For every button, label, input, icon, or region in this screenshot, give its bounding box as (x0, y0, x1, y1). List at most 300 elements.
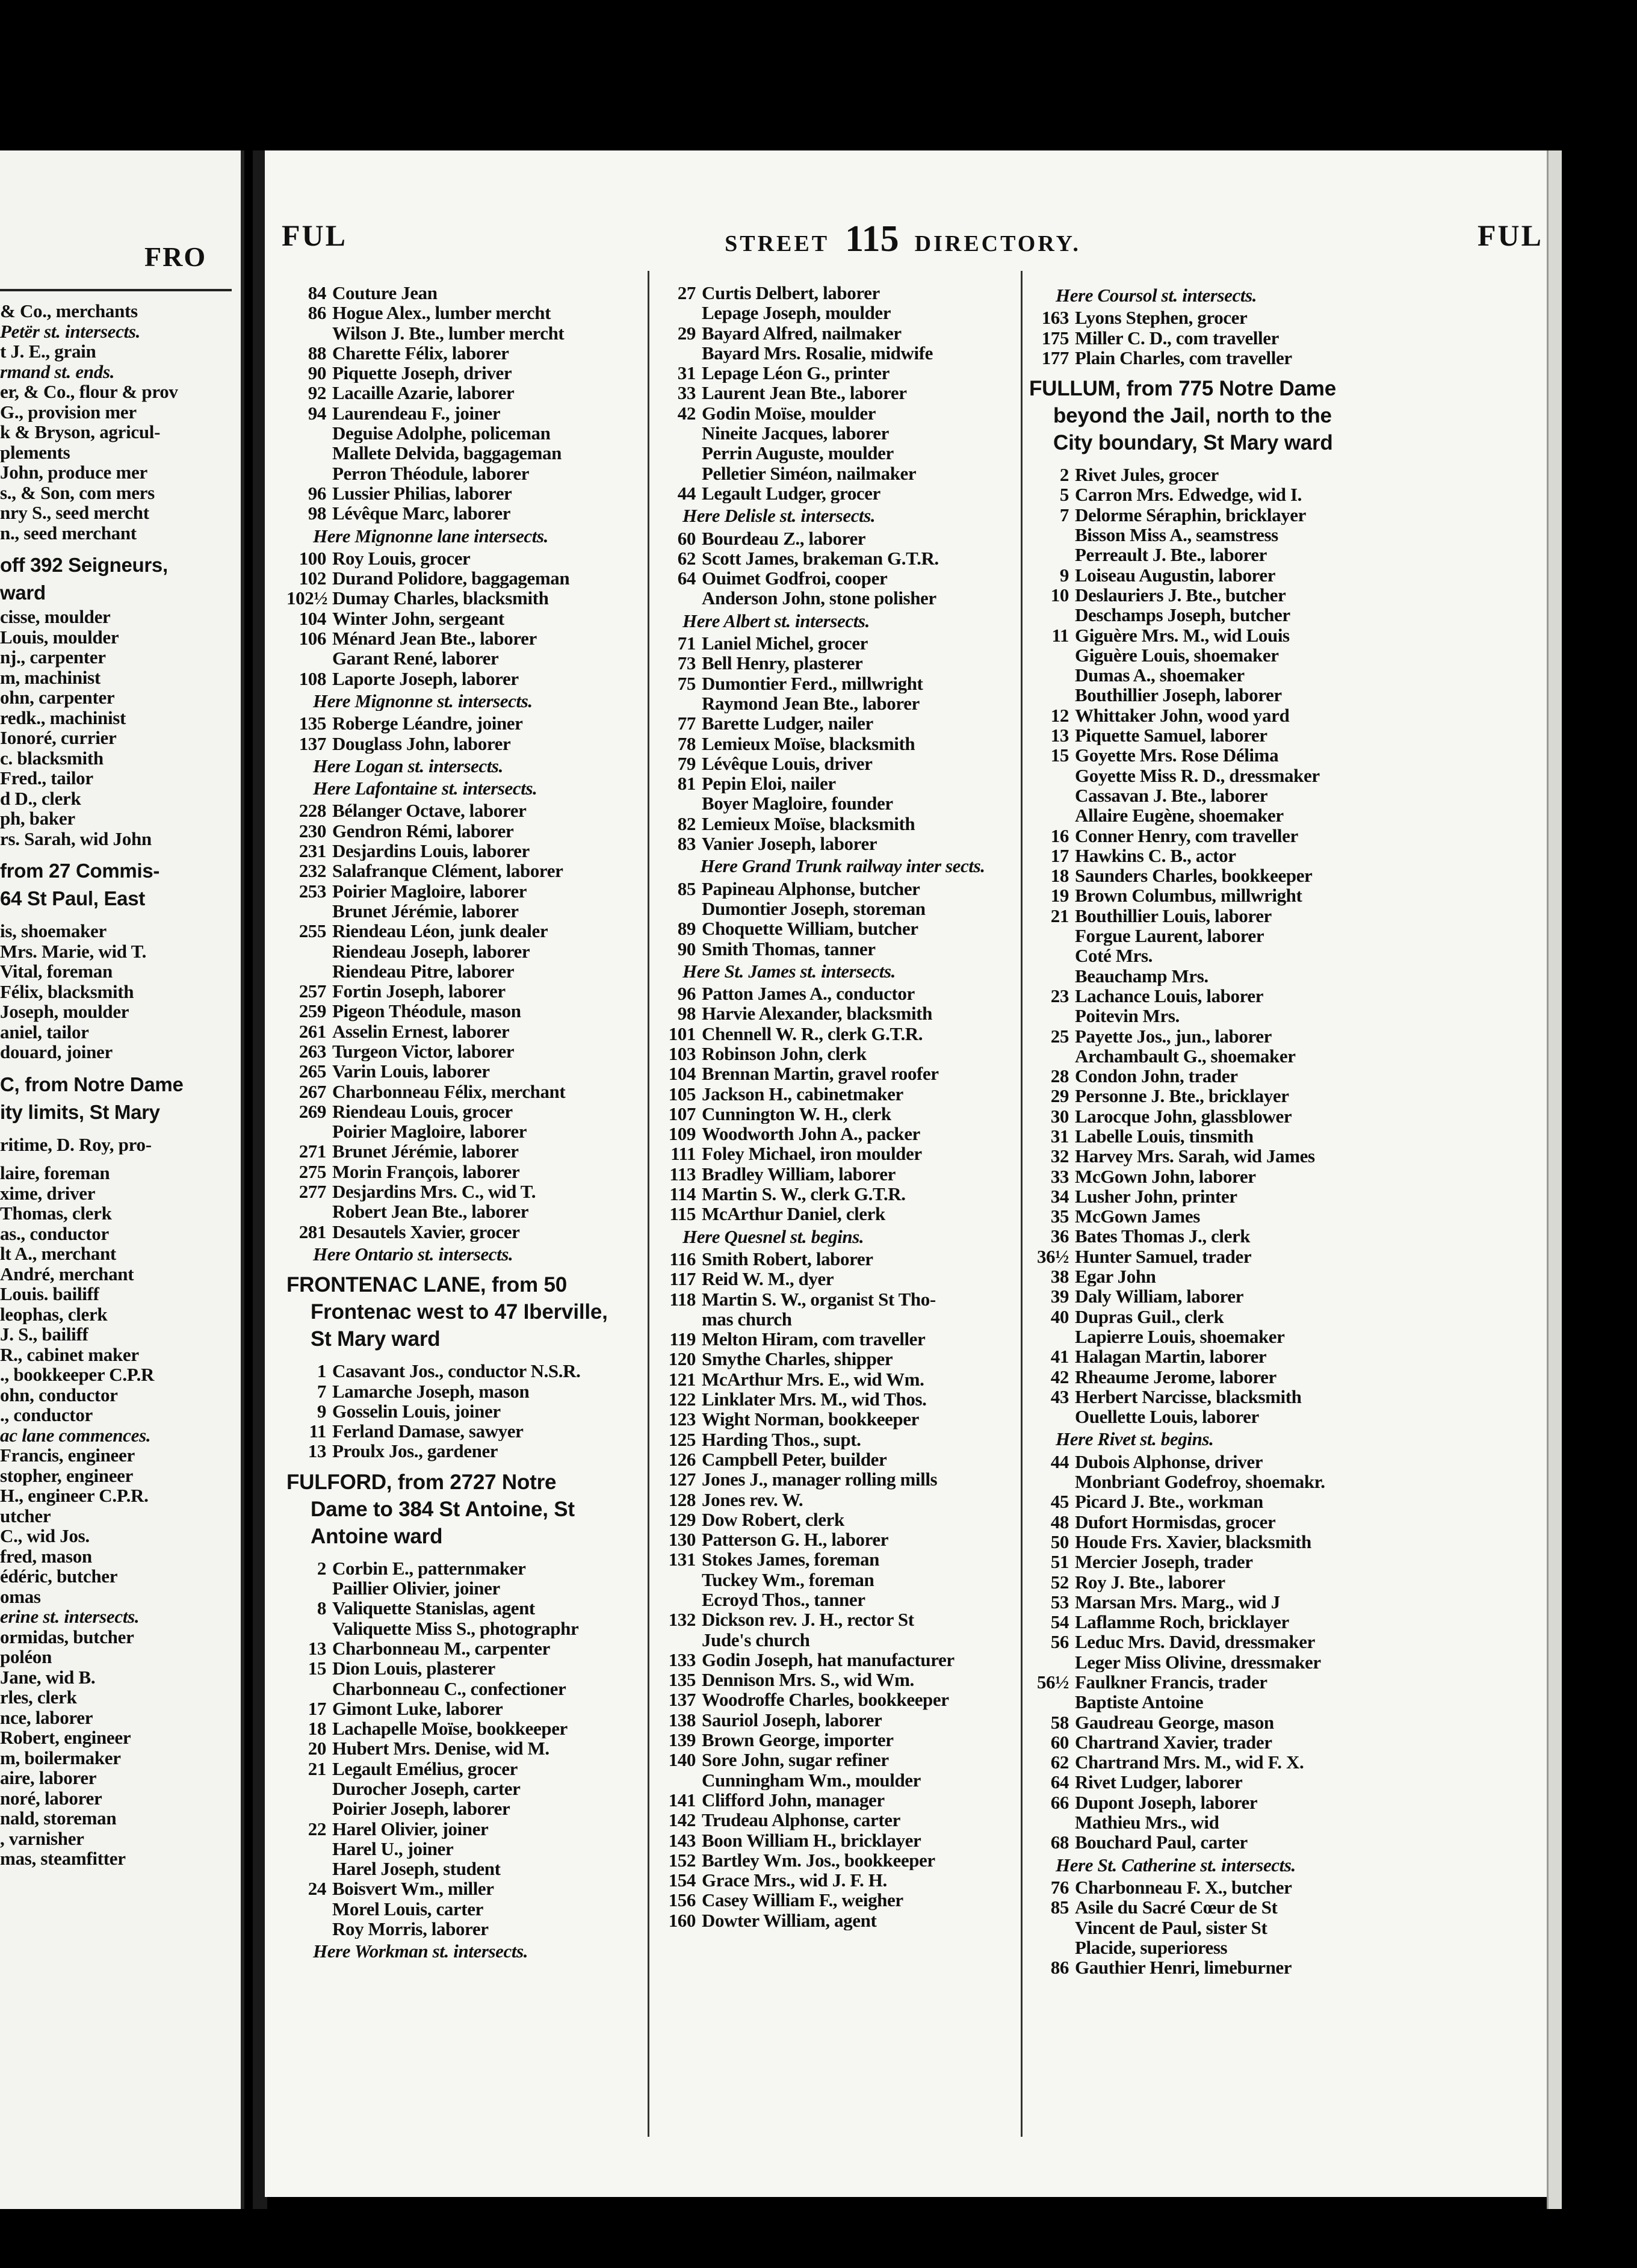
resident-text: Ouellette Louis, laborer (1075, 1407, 1259, 1427)
left-page-line: édéric, butcher (0, 1566, 118, 1587)
house-number: 30 (1050, 1106, 1069, 1126)
resident-text: Sauriol Joseph, laborer (702, 1709, 882, 1730)
resident-text: Rivet Jules, grocer (1075, 465, 1219, 485)
directory-entry (656, 1870, 1017, 1890)
house-number: 232 (299, 861, 326, 881)
directory-entry (656, 633, 1017, 653)
intersection-note: Here Lafontaine st. intersects. (313, 778, 537, 799)
resident-text: Faulkner Francis, trader (1075, 1672, 1267, 1693)
intersection-note: Here Coursol st. intersects. (1056, 285, 1257, 306)
house-number: 41 (1050, 1346, 1069, 1367)
resident-text: Dupont Joseph, laborer (1075, 1792, 1258, 1813)
house-number: 50 (1050, 1531, 1069, 1552)
resident-text: Poitevin Mrs. (1075, 1006, 1180, 1026)
resident-text: Wilson J. Bte., lumber mercht (332, 323, 565, 343)
resident-text: Bayard Alfred, nailmaker (702, 323, 902, 343)
resident-text: Martin S. W., clerk G.T.R. (702, 1184, 906, 1204)
house-number: 13 (308, 1638, 326, 1659)
house-number: 82 (677, 813, 696, 834)
resident-text: Gosselin Louis, joiner (332, 1401, 501, 1422)
left-page-line: erine st. intersects. (0, 1606, 140, 1627)
house-number: 96 (308, 483, 326, 504)
house-number: 277 (299, 1182, 326, 1202)
house-number: 56 (1050, 1632, 1069, 1652)
house-number: 15 (308, 1658, 326, 1679)
directory-entry (1029, 1877, 1414, 1897)
resident-text: Harel U., joiner (332, 1838, 454, 1859)
directory-entry (1029, 1126, 1414, 1146)
left-page-lines (0, 301, 238, 1869)
directory-entry (286, 383, 648, 403)
resident-text: Laflamme Roch, bricklayer (1075, 1612, 1289, 1632)
directory-entry (656, 483, 1017, 503)
house-number: 15 (1050, 745, 1069, 766)
left-page-line: m, boilermaker (0, 1747, 121, 1768)
resident-text: Goyette Mrs. Rose Délima (1075, 745, 1279, 766)
resident-text: Anderson John, stone polisher (702, 588, 936, 609)
directory-entry (286, 403, 648, 423)
directory-entry (1029, 1772, 1414, 1792)
resident-text: Bisson Miss A., seamstress (1075, 525, 1278, 545)
directory-entry (286, 1082, 648, 1101)
house-number: 102½ (286, 588, 328, 609)
resident-text: Payette Jos., jun., laborer (1075, 1026, 1272, 1046)
house-number: 89 (677, 919, 696, 939)
directory-entry (656, 1710, 1017, 1730)
resident-text: Deguise Adolphe, policeman (332, 423, 551, 444)
resident-text: Garant René, laborer (332, 648, 499, 669)
house-number: 131 (668, 1549, 696, 1570)
resident-text: Jackson H., cabinetmaker (702, 1083, 903, 1104)
left-page-line (0, 1126, 238, 1135)
resident-text: Smythe Charles, shipper (702, 1349, 893, 1369)
left-page-line: off 392 Seigneurs, (0, 554, 168, 576)
resident-text: Leger Miss Olivine, dressmaker (1075, 1652, 1321, 1672)
street-heading-line: beyond the Jail, north to the (1053, 404, 1332, 428)
directory-entry (1029, 465, 1414, 485)
house-number: 265 (299, 1061, 326, 1082)
house-number: 12 (1050, 705, 1069, 726)
house-number: 85 (1050, 1897, 1069, 1918)
house-number: 60 (1050, 1732, 1069, 1753)
house-number: 34 (1050, 1186, 1069, 1207)
resident-text: mas church (702, 1309, 792, 1330)
house-number: 98 (677, 1003, 696, 1024)
resident-text: Miller C. D., com traveller (1075, 327, 1279, 348)
resident-text: Grace Mrs., wid J. F. H. (702, 1870, 887, 1891)
resident-text: Bouthillier Joseph, laborer (1075, 685, 1282, 705)
directory-entry (1029, 525, 1414, 545)
resident-text: Saunders Charles, bookkeeper (1075, 866, 1313, 886)
resident-text: Charbonneau Félix, merchant (332, 1081, 566, 1101)
resident-text: Fortin Joseph, laborer (332, 981, 506, 1002)
directory-entry (656, 463, 1017, 483)
house-number: 116 (669, 1248, 696, 1269)
house-number: 138 (668, 1709, 696, 1730)
resident-text: Brunet Jérémie, laborer (332, 900, 519, 922)
house-number: 28 (1050, 1066, 1069, 1086)
resident-text: Perreault J. Bte., laborer (1075, 545, 1267, 565)
house-number: 152 (668, 1850, 696, 1871)
resident-text: Winter John, sergeant (332, 608, 504, 629)
resident-text: Cassavan J. Bte., laborer (1075, 785, 1268, 806)
directory-entry (286, 1598, 648, 1618)
directory-entry (286, 343, 648, 363)
house-number: 25 (1050, 1026, 1069, 1046)
header-word-street: STREET (725, 231, 830, 256)
directory-entry (656, 693, 1017, 713)
house-number: 255 (299, 921, 326, 941)
house-number: 44 (677, 483, 696, 504)
street-heading-line: City boundary, St Mary ward (1053, 431, 1333, 455)
resident-text: Gendron Rémi, laborer (332, 820, 514, 841)
directory-entry (286, 588, 648, 608)
intersection-note: Here St. Catherine st. intersects. (1056, 1854, 1296, 1875)
directory-entry (656, 1430, 1017, 1449)
left-page-line: Vital, foreman (0, 961, 113, 982)
house-number: 76 (1050, 1877, 1069, 1898)
directory-entry (286, 1201, 648, 1221)
intersection-note: Here St. James st. intersects. (682, 961, 896, 982)
resident-text: Pigeon Théodule, mason (332, 1001, 521, 1021)
house-number: 24 (308, 1879, 326, 1899)
directory-column-3 (1029, 283, 1414, 2137)
left-page-line: utcher (0, 1505, 51, 1526)
directory-entry (286, 568, 648, 588)
left-page-line: Petër st. intersects. (0, 321, 141, 341)
directory-entry (656, 1024, 1017, 1044)
directory-entry (656, 773, 1017, 793)
house-number: 33 (677, 383, 696, 403)
resident-text: Trudeau Alphonse, carter (702, 1810, 900, 1830)
resident-text: Boon William H., bricklayer (702, 1830, 921, 1850)
directory-entry (656, 1750, 1017, 1770)
directory-entry (286, 1361, 648, 1381)
directory-entry (1029, 685, 1414, 705)
directory-entry (1029, 665, 1414, 685)
house-number: 102 (299, 568, 326, 589)
directory-entry (286, 1679, 648, 1699)
directory-entry (286, 1819, 648, 1839)
house-number: 90 (677, 938, 696, 959)
resident-text: Whittaker John, wood yard (1075, 705, 1290, 726)
resident-text: Giguère Mrs. M., wid Louis (1075, 625, 1290, 645)
directory-entry (1029, 866, 1414, 885)
house-number: 36 (1050, 1226, 1069, 1247)
resident-text: Asselin Ernest, laborer (332, 1021, 510, 1041)
resident-text: Durocher Joseph, carter (332, 1779, 521, 1799)
house-number: 129 (668, 1509, 696, 1530)
house-number: 111 (670, 1144, 696, 1164)
resident-text: Lachapelle Moïse, bookkeeper (332, 1718, 568, 1739)
directory-entry (656, 1084, 1017, 1104)
house-number: 96 (677, 984, 696, 1004)
directory-entry (656, 899, 1017, 919)
resident-text: Leduc Mrs. David, dressmaker (1075, 1632, 1315, 1652)
house-number: 43 (1050, 1386, 1069, 1407)
resident-text: Melton Hiram, com traveller (702, 1329, 926, 1349)
resident-text: Stokes James, foreman (702, 1549, 879, 1570)
left-page-line: Fred., tailor (0, 768, 93, 789)
left-page-line (0, 543, 238, 551)
resident-text: Roy Morris, laborer (332, 1919, 489, 1939)
directory-entry (286, 1061, 648, 1081)
resident-text: Dow Robert, clerk (702, 1509, 844, 1530)
left-page-line: ac lane commences. (0, 1425, 151, 1445)
directory-entry (1029, 705, 1414, 725)
directory-entry (1029, 986, 1414, 1006)
left-page-line: as., conductor (0, 1223, 109, 1244)
resident-text: Wight Norman, bookkeeper (702, 1409, 919, 1430)
directory-entry (656, 423, 1017, 443)
left-page-line: C., wid Jos. (0, 1526, 90, 1546)
resident-text: Barette Ludger, nailer (702, 713, 873, 734)
resident-text: Robert Jean Bte., laborer (332, 1201, 529, 1222)
house-number: 230 (299, 820, 326, 841)
directory-entry (1029, 766, 1414, 785)
resident-text: Piquette Samuel, laborer (1075, 725, 1267, 746)
resident-text: Lyons Stephen, grocer (1075, 308, 1248, 328)
house-number: 2 (317, 1558, 326, 1579)
left-page-line: rles, clerk (0, 1687, 77, 1708)
directory-entry (656, 793, 1017, 813)
resident-text: Lusher John, printer (1075, 1186, 1237, 1207)
directory-entry (1029, 1532, 1414, 1552)
directory-entry (1029, 1672, 1414, 1692)
left-page-line: m, machinist (0, 667, 101, 687)
directory-entry (656, 1184, 1017, 1204)
resident-text: Ouimet Godfroi, cooper (702, 568, 888, 589)
house-number: 137 (668, 1690, 696, 1710)
resident-text: Dion Louis, plasterer (332, 1658, 495, 1679)
directory-entry (1029, 1592, 1414, 1612)
resident-text: Herbert Narcisse, blacksmith (1075, 1386, 1302, 1407)
resident-text: Poirier Magloire, laborer (332, 881, 527, 901)
directory-entry (656, 1409, 1017, 1429)
house-number: 107 (668, 1103, 696, 1124)
house-number: 128 (668, 1489, 696, 1510)
house-number: 18 (1050, 866, 1069, 886)
directory-entry (286, 1121, 648, 1141)
directory-entry (1029, 1897, 1414, 1917)
house-number: 19 (1050, 885, 1069, 906)
directory-entry (656, 1329, 1017, 1349)
house-number: 13 (1050, 725, 1069, 746)
resident-text: Vincent de Paul, sister St (1075, 1917, 1267, 1938)
left-page-line: ., conductor (0, 1405, 93, 1425)
directory-entry (286, 323, 648, 343)
directory-entry (656, 1890, 1017, 1910)
resident-text: Gaudreau George, mason (1075, 1712, 1274, 1732)
house-number: 114 (669, 1184, 696, 1204)
resident-text: Deslauriers J. Bte., butcher (1075, 584, 1286, 606)
house-number: 94 (308, 403, 326, 424)
directory-entry (1029, 1327, 1414, 1346)
resident-text: Forgue Laurent, laborer (1075, 926, 1264, 946)
resident-text: Curtis Delbert, laborer (702, 283, 880, 303)
directory-entry (286, 901, 648, 921)
house-number: 139 (668, 1730, 696, 1750)
resident-text: Halagan Martin, laborer (1075, 1346, 1267, 1367)
house-number: 64 (1050, 1772, 1069, 1792)
left-page-line: t J. E., grain (0, 341, 96, 362)
left-page-line: Joseph, moulder (0, 1002, 129, 1022)
left-page-line: mas, steamfitter (0, 1848, 126, 1869)
resident-text: Gauthier Henri, limeburner (1075, 1957, 1292, 1978)
left-page-line: ward (0, 581, 46, 604)
resident-text: Roy Louis, grocer (332, 548, 471, 569)
directory-entry (656, 674, 1017, 693)
left-page-line: G., provision mer (0, 401, 137, 422)
resident-text: Dubois Alphonse, driver (1075, 1451, 1263, 1472)
directory-entry (1029, 1206, 1414, 1226)
resident-text: Patton James A., conductor (702, 984, 915, 1004)
directory-entry (656, 1610, 1017, 1629)
resident-text: Bouthillier Louis, laborer (1075, 905, 1272, 926)
resident-text: Laurent Jean Bte., laborer (702, 383, 907, 403)
directory-entry (1029, 1812, 1414, 1832)
resident-text: Gimont Luke, laborer (332, 1698, 503, 1719)
resident-text: Godin Joseph, hat manufacturer (702, 1649, 955, 1670)
directory-entry (656, 1104, 1017, 1124)
intersection-note: Here Workman st. intersects. (313, 1941, 528, 1962)
resident-text: Smith Robert, laborer (702, 1248, 873, 1269)
directory-entry (656, 1529, 1017, 1549)
house-number: 109 (668, 1124, 696, 1144)
directory-entry (286, 1578, 648, 1598)
directory-entry (1029, 966, 1414, 986)
house-number: 9 (317, 1401, 326, 1422)
house-number: 104 (668, 1064, 696, 1084)
resident-text: Labelle Louis, tinsmith (1075, 1126, 1254, 1147)
directory-column-2 (656, 283, 1017, 2137)
left-page-line: ormidas, butcher (0, 1626, 134, 1647)
directory-entry (656, 1650, 1017, 1670)
intersection-note: Here Albert st. intersects. (682, 610, 870, 631)
spacer (286, 1352, 648, 1361)
house-number: 11 (1051, 625, 1069, 645)
left-page-line: omas (0, 1586, 41, 1606)
directory-entry (656, 303, 1017, 323)
directory-entry (1029, 1938, 1414, 1957)
house-number: 7 (317, 1381, 326, 1401)
resident-text: Riendeau Pitre, laborer (332, 961, 515, 982)
resident-text: Bouchard Paul, carter (1075, 1832, 1248, 1853)
house-number: 84 (308, 283, 326, 303)
directory-entry (1029, 585, 1414, 605)
left-page-line: ity limits, St Mary (0, 1100, 160, 1123)
resident-text: Ménard Jean Bte., laborer (332, 628, 537, 649)
directory-entry (656, 383, 1017, 403)
resident-text: Sore John, sugar refiner (702, 1750, 889, 1770)
resident-text: Harding Thos., supt. (702, 1429, 861, 1449)
left-page-line: 64 St Paul, East (0, 887, 145, 909)
resident-text: Rivet Ludger, laborer (1075, 1772, 1243, 1792)
left-page-line: er, & Co., flour & prov (0, 382, 178, 402)
left-page-header: FRO (144, 241, 207, 272)
directory-entry (286, 423, 648, 443)
left-page-line: aire, laborer (0, 1768, 97, 1788)
left-page-line: Louis. bailiff (0, 1284, 99, 1304)
left-page-line: from 27 Commis- (0, 860, 160, 882)
resident-text: Bell Henry, plasterer (702, 653, 863, 674)
directory-entry (656, 879, 1017, 899)
directory-entry (1029, 1612, 1414, 1632)
house-number: 135 (299, 713, 326, 734)
directory-entry (286, 1879, 648, 1898)
directory-entry (1029, 1307, 1414, 1327)
resident-text: Pepin Eloi, nailer (702, 773, 836, 794)
resident-text: Lacaille Azarie, laborer (332, 383, 515, 403)
house-number: 175 (1041, 327, 1069, 348)
house-number: 52 (1050, 1572, 1069, 1592)
resident-text: Hogue Alex., lumber mercht (332, 303, 551, 323)
house-number: 5 (1059, 485, 1069, 505)
house-number: 75 (677, 673, 696, 693)
house-number: 104 (299, 608, 326, 629)
left-page-line: xime, driver (0, 1183, 96, 1203)
left-page-line: rmand st. ends. (0, 361, 115, 382)
left-page-line: fred, mason (0, 1546, 92, 1566)
left-page-line: s., & Son, com mers (0, 482, 155, 503)
house-number: 77 (677, 713, 696, 734)
directory-entry (1029, 1046, 1414, 1066)
resident-text: Desautels Xavier, grocer (332, 1221, 520, 1242)
house-number: 64 (677, 568, 696, 589)
intersection-note: Here Mignonne lane intersects. (313, 525, 549, 546)
house-number: 90 (308, 363, 326, 383)
house-number: 177 (1041, 347, 1069, 368)
directory-entry (286, 1839, 648, 1859)
resident-text: Bates Thomas J., clerk (1075, 1226, 1251, 1247)
resident-text: Lévêque Marc, laborer (332, 503, 511, 524)
resident-text: Mathieu Mrs., wid (1075, 1812, 1219, 1833)
resident-text: Bourdeau Z., laborer (702, 528, 866, 548)
resident-text: Vanier Joseph, laborer (702, 834, 877, 854)
directory-entry (286, 1222, 648, 1242)
house-number: 29 (1050, 1086, 1069, 1106)
left-page-line: leophas, clerk (0, 1304, 108, 1324)
directory-entry (1029, 926, 1414, 946)
directory-entry (656, 443, 1017, 463)
house-number: 1 (317, 1361, 326, 1381)
directory-entry (1029, 1006, 1414, 1026)
left-page-line: stopher, engineer (0, 1465, 134, 1486)
house-number: 7 (1059, 504, 1069, 525)
resident-text: Charbonneau C., confectioner (332, 1678, 566, 1699)
left-page-line (0, 849, 238, 857)
directory-entry (1029, 1732, 1414, 1752)
left-page-line: Thomas, clerk (0, 1203, 112, 1224)
directory-entry (1029, 846, 1414, 866)
directory-entry (286, 1421, 648, 1441)
resident-text: Choquette William, butcher (702, 919, 918, 939)
resident-text: Legault Ludger, grocer (702, 483, 880, 504)
directory-entry (286, 1718, 648, 1738)
directory-entry (1029, 605, 1414, 625)
street-heading (1029, 375, 1414, 456)
intersection-note: Here Ontario st. intersects. (313, 1244, 513, 1265)
directory-column-1 (286, 283, 648, 2137)
directory-entry (656, 528, 1017, 548)
house-number: 85 (677, 878, 696, 899)
resident-text: Asile du Sacré Cœur de St (1075, 1897, 1278, 1918)
directory-entry (286, 1141, 648, 1161)
resident-text: Dennison Mrs. S., wid Wm. (702, 1670, 914, 1690)
directory-entry (1029, 1086, 1414, 1106)
directory-entry (1029, 1186, 1414, 1206)
resident-text: Lemieux Moïse, blacksmith (702, 733, 915, 754)
